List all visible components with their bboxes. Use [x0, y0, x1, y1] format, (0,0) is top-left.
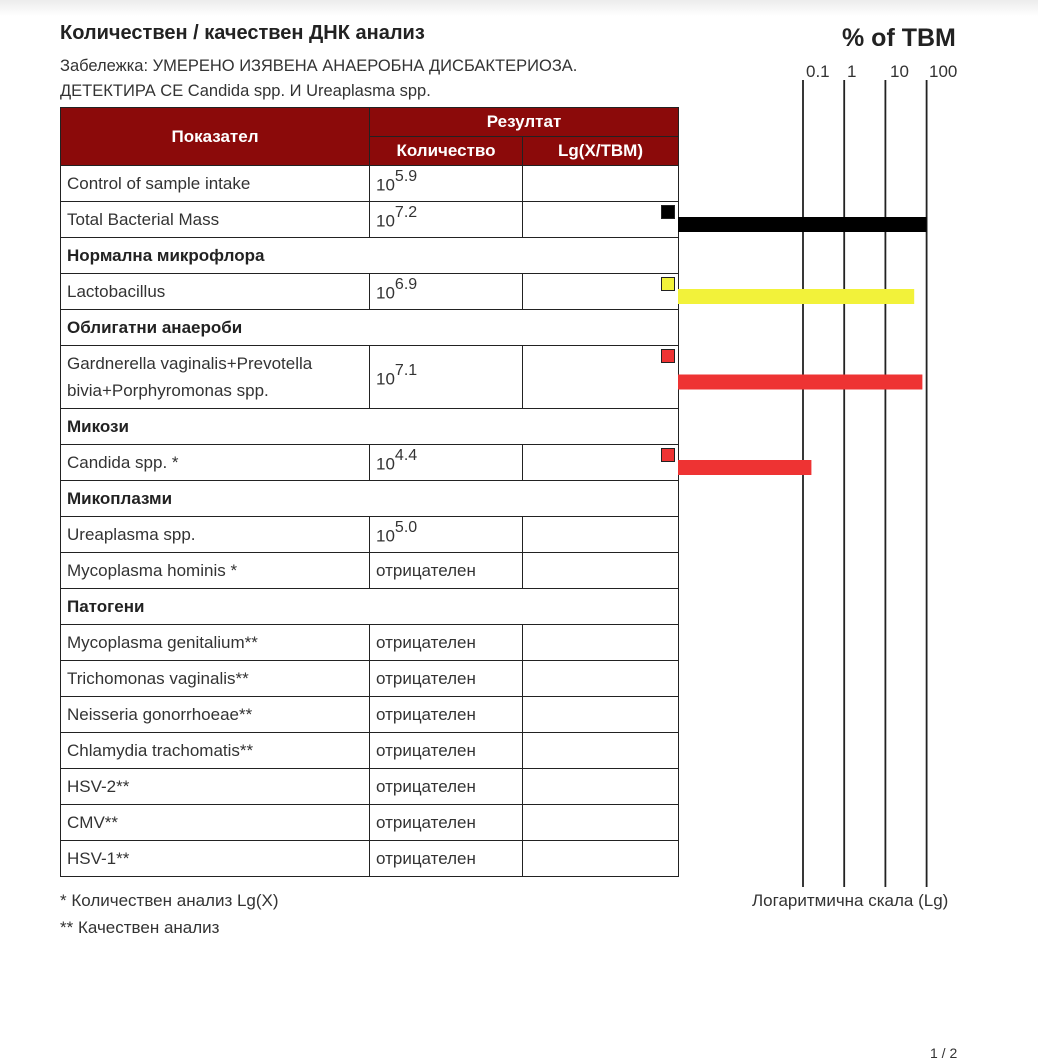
indicator-name-text: HSV-2** [67, 776, 130, 796]
quantity-exponent: 6.9 [394, 276, 418, 294]
indicator-name-text: Chlamydia trachomatis** [67, 740, 254, 760]
quantity-exponent: 7.1 [394, 361, 418, 379]
qualitative-result: отрицателен [376, 848, 476, 868]
section-title: Облигатни анаероби [61, 310, 679, 346]
qualitative-result: отрицателен [376, 668, 476, 688]
indicator-name-text: HSV-1** [67, 848, 130, 868]
quantity-exponent: 4.4 [394, 447, 418, 465]
indicator-name-text: Trichomonas vaginalis** [67, 668, 249, 688]
indicator-name-text: Lactobacillus [67, 281, 166, 301]
qualitative-result: отрицателен [376, 632, 476, 652]
indicator-name-text: Neisseria gonorrhoeae** [67, 704, 253, 724]
chart-x-label: Логаритмична скала (Lg) [752, 891, 949, 910]
tbm-bar [678, 289, 914, 304]
header-lg: Lg(X/TBM) [523, 137, 679, 166]
indicator-name-text: Candida spp. * [67, 452, 179, 472]
footnote-quantitative: * Количествен анализ Lg(X) [60, 891, 279, 910]
indicator-name-text: Total Bacterial Mass [67, 209, 220, 229]
qualitative-result: отрицателен [376, 776, 476, 796]
quantity-base: 10 [376, 211, 395, 231]
tick-label-0.1: 0.1 [806, 62, 830, 81]
qualitative-result: отрицателен [376, 560, 476, 580]
qualitative-result: отрицателен [376, 704, 476, 724]
footnote-qualitative: ** Качествен анализ [60, 918, 220, 937]
qualitative-result: отрицателен [376, 740, 476, 760]
quantity-base: 10 [376, 454, 395, 474]
indicator-name-text: Gardnerella vaginalis+Prevotella [67, 354, 313, 373]
section-title: Микози [61, 409, 679, 445]
tick-label-1: 1 [847, 62, 857, 81]
header-result: Резултат [370, 108, 679, 137]
tbm-bar [678, 460, 811, 475]
tick-label-10: 10 [890, 62, 909, 81]
page-number: 1 / 2 [930, 1045, 958, 1061]
section-title: Нормална микрофлора [61, 238, 679, 274]
quantity-base: 10 [376, 283, 395, 303]
quantity-exponent: 5.9 [394, 168, 418, 186]
indicator-name-text: CMV** [67, 812, 119, 832]
indicator-name-text-line2: bivia+Porphyromonas spp. [67, 381, 269, 400]
indicator-name-text: Ureaplasma spp. [67, 524, 196, 544]
quantity-base: 10 [376, 175, 395, 195]
quantity-base: 10 [376, 369, 395, 389]
report-title: Количествен / качествен ДНК анализ [60, 22, 425, 44]
tick-label-100: 100 [929, 62, 958, 81]
section-title: Патогени [61, 589, 679, 625]
header-indicator: Показател [61, 108, 370, 166]
quantity-exponent: 5.0 [394, 519, 418, 537]
section-title: Микоплазми [61, 481, 679, 517]
indicator-name-text: Mycoplasma genitalium** [67, 632, 258, 652]
quantity-exponent: 7.2 [394, 204, 418, 222]
qualitative-result: отрицателен [376, 812, 476, 832]
chart-title: % of TBM [842, 24, 956, 52]
note-line-1: Забележка: УМЕРЕНО ИЗЯВЕНА АНАЕРОБНА ДИСБАКТЕРИОЗА. [60, 57, 578, 75]
note-line-2: ДЕТЕКТИРА СЕ Candida spp. И Ureaplasma spp. [60, 82, 431, 100]
indicator-name-text: Mycoplasma hominis * [67, 560, 238, 580]
tbm-bar [678, 217, 927, 232]
quantity-base: 10 [376, 526, 395, 546]
indicator-name-text: Control of sample intake [67, 173, 251, 193]
header-quantity: Количество [370, 137, 523, 166]
tbm-bar [678, 375, 922, 390]
